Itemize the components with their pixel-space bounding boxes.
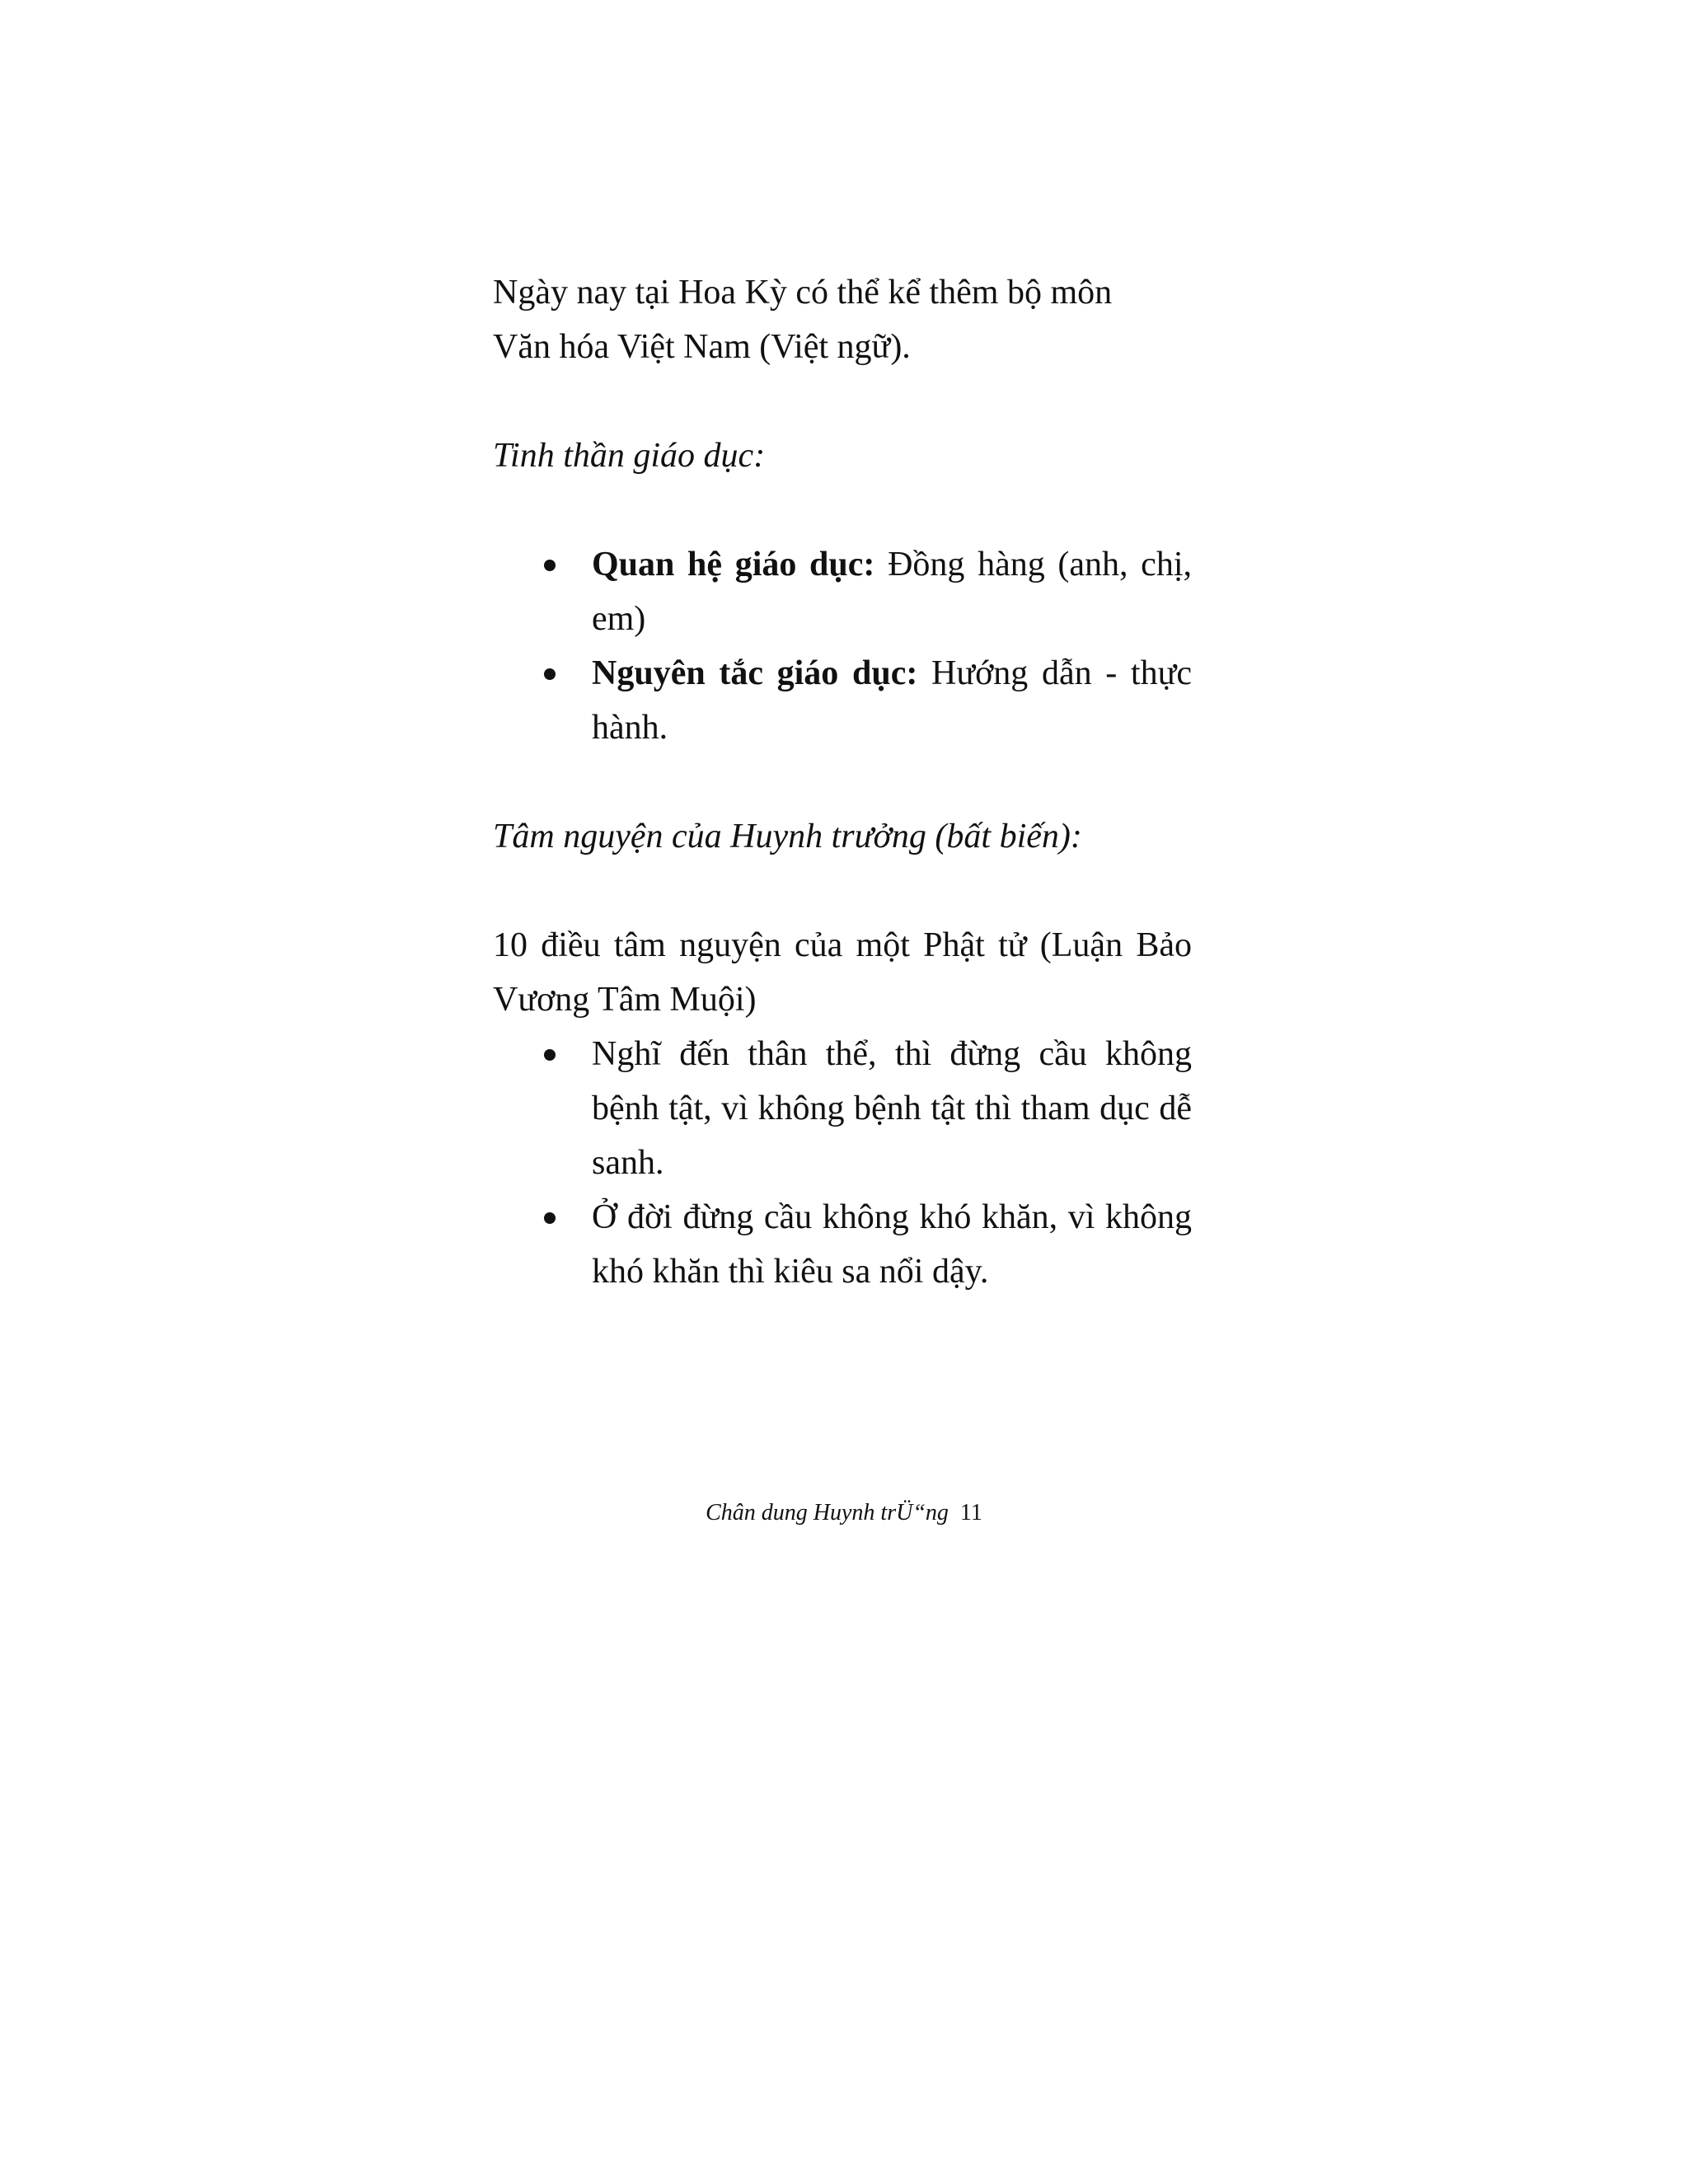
education-spirit-heading: Tinh thần giáo dục: xyxy=(493,437,766,475)
page-body xyxy=(493,265,1192,1299)
education-spirit-list xyxy=(493,537,1192,755)
vow-intro-paragraph: 10 điều tâm nguyện của một Phật tử (Luận Bảo Vương Tâm Muội) xyxy=(493,926,1192,1019)
list-item xyxy=(493,537,1192,646)
bullet-icon xyxy=(544,1049,556,1061)
list-item xyxy=(493,646,1192,755)
list-item-text: Đồng hàng (anh, chị, em) xyxy=(592,546,1192,638)
intro-paragraph xyxy=(493,265,1192,374)
bullet-icon xyxy=(544,1212,556,1224)
vow-list xyxy=(493,1027,1192,1299)
bullet-icon xyxy=(544,668,556,680)
page-number: 11 xyxy=(959,1500,982,1526)
intro-line-1: Ngày nay tại Hoa Kỳ có thể kể thêm bộ môn xyxy=(493,274,1113,312)
list-item xyxy=(493,1027,1192,1190)
bullet-icon xyxy=(544,560,556,571)
list-item-label: Nguyên tắc giáo dục: xyxy=(592,654,918,692)
list-item-text: Hướng dẫn - thực hành. xyxy=(592,654,1192,747)
vow-heading: Tâm nguyện của Huynh trưởng (bất biến): xyxy=(493,818,1082,855)
list-item-text: Nghĩ đến thân thể, thì đừng cầu không bệnh tật, vì không bệnh tật thì tham dục dễ sanh. xyxy=(592,1035,1192,1182)
list-item xyxy=(493,1190,1192,1299)
page-footer xyxy=(0,1497,1688,1530)
list-item-text: Ở đời đừng cầu không khó khăn, vì không khó khăn thì kiêu sa nổi dậy. xyxy=(592,1198,1192,1291)
running-title: Chân dung Huynh trÜ“ng xyxy=(706,1500,949,1526)
list-item-label: Quan hệ giáo dục: xyxy=(592,546,875,583)
intro-line-2: Văn hóa Việt Nam (Việt ngữ). xyxy=(493,328,911,366)
